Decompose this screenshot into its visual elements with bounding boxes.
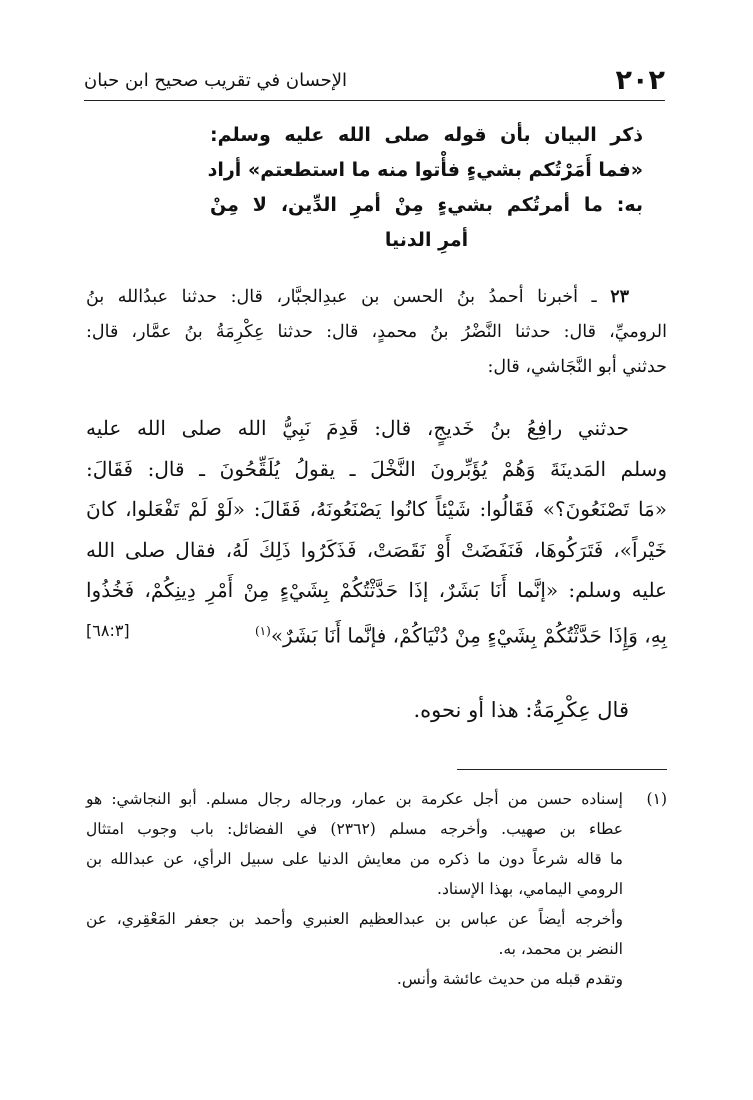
footnote-line: النضر بن محمد، به. (498, 940, 623, 958)
footnote-line: عطاء بن صهيب. وأخرجه مسلم (٢٣٦٢) في الفضائل: باب وجوب امتثال (86, 820, 624, 838)
volume-page-reference: [٦٨:٣] (86, 620, 130, 640)
isnad-line: حدثني أبو النَّجَاشي، قال: (487, 357, 667, 377)
hadith-line: وسلم المَدينَةَ وَهُمْ يُؤَبِّرونَ النَّخْلَ ـ يقولُ يُلَقِّحُونَ ـ قال: فَقَالَ: (86, 456, 667, 481)
page-number: ٢٠٢ (615, 64, 665, 96)
hadith-number: ٢٣ (610, 287, 629, 307)
hadith-line: خَيْراً»، فَتَرَكُوهَا، فَنَفَضَتْ أَوْ نَقَصَتْ، فَذَكَرُوا ذَلِكَ لَهُ، فقال صلى الله (86, 537, 667, 562)
hadith-line: «مَا تَصْنَعُونَ؟» فَقَالُوا: شَيْئاً كانُوا يَصْنَعُونَهُ، فَقَالَ: «لَوْ لَمْ تَفْعَلوا، كانَ (86, 497, 667, 521)
footnotes (86, 784, 667, 994)
hadith-last-text: بِهِ، وَإِذَا حَدَّثْتُكُمْ بِشَيْءٍ مِنْ دُنْيَاكُمْ، فإنَّما أَنَا بَشَرٌ» (270, 623, 667, 648)
chapter-heading (207, 118, 643, 258)
footnote-divider (457, 769, 667, 770)
page-header (84, 60, 665, 101)
chapter-heading-line: به: ما أمرتُكم بشيءٍ مِنْ أمرِ الدِّين، لا مِنْ (210, 194, 643, 216)
footnote-item (86, 784, 667, 994)
footnote-marker: (١) (646, 790, 667, 808)
hadith-text (86, 408, 667, 656)
isnad-line: الروميِّ، قال: حدثنا النَّضْرُ بنُ محمدٍ، قال: حدثنا عِكْرِمَةُ بنُ عمَّار، قال: (86, 322, 667, 342)
running-title: الإحسان في تقريب صحيح ابن حبان (84, 69, 348, 91)
footnote-line: إسناده حسن من أجل عكرمة بن عمار، ورجاله رجال مسلم. أبو النجاشي: هو (86, 790, 623, 808)
isnad-text: ـ أخبرنا أحمدُ بنُ الحسن بن عبدِالجبَّار، قال: حدثنا عبدُالله بنُ (86, 287, 597, 307)
footnote-line: ما قاله شرعاً دون ما ذكره من معايش الدنيا على سبيل الرأي، عن عبدالله بن (86, 850, 623, 868)
hadith-last-line (255, 611, 667, 656)
footnote-line: وتقدم قبله من حديث عائشة وأنس. (396, 970, 623, 988)
chapter-heading-line: ذكر البيان بأن قوله صلى الله عليه وسلم: (210, 124, 643, 146)
footnote-reference[interactable]: (١) (254, 623, 271, 638)
footnote-line: وأخرجه أيضاً عن عباس بن عبدالعظيم العنبري وأحمد بن جعفر المَعْقِري، عن (86, 910, 623, 928)
hadith-line: حدثني رافِعُ بنُ خَديجٍ، قال: قَدِمَ نَبِيُّ الله صلى الله عليه (86, 416, 629, 440)
hadith-line (86, 611, 667, 656)
footnote-line: الرومي اليمامي، بهذا الإسناد. (437, 880, 623, 898)
chapter-heading-line: أمرِ الدنيا (384, 229, 469, 251)
chapter-heading-line: «فما أَمَرْتُكم بشيءٍ فأْتوا منه ما استطعتم» أراد (207, 159, 643, 181)
ikrima-remark: قال عِكْرِمَةُ: هذا أو نحوه. (413, 698, 629, 722)
hadith-line: عليه وسلم: «إنَّما أَنَا بَشَرٌ، إذَا حَدَّثْتُكُمْ بِشَيْءٍ مِنْ أَمْرِ دِينِكُمْ، فَخُذُوا (86, 578, 667, 602)
footnote-body (86, 784, 623, 994)
isnad-line (86, 280, 667, 315)
isnad-chain (86, 280, 667, 385)
